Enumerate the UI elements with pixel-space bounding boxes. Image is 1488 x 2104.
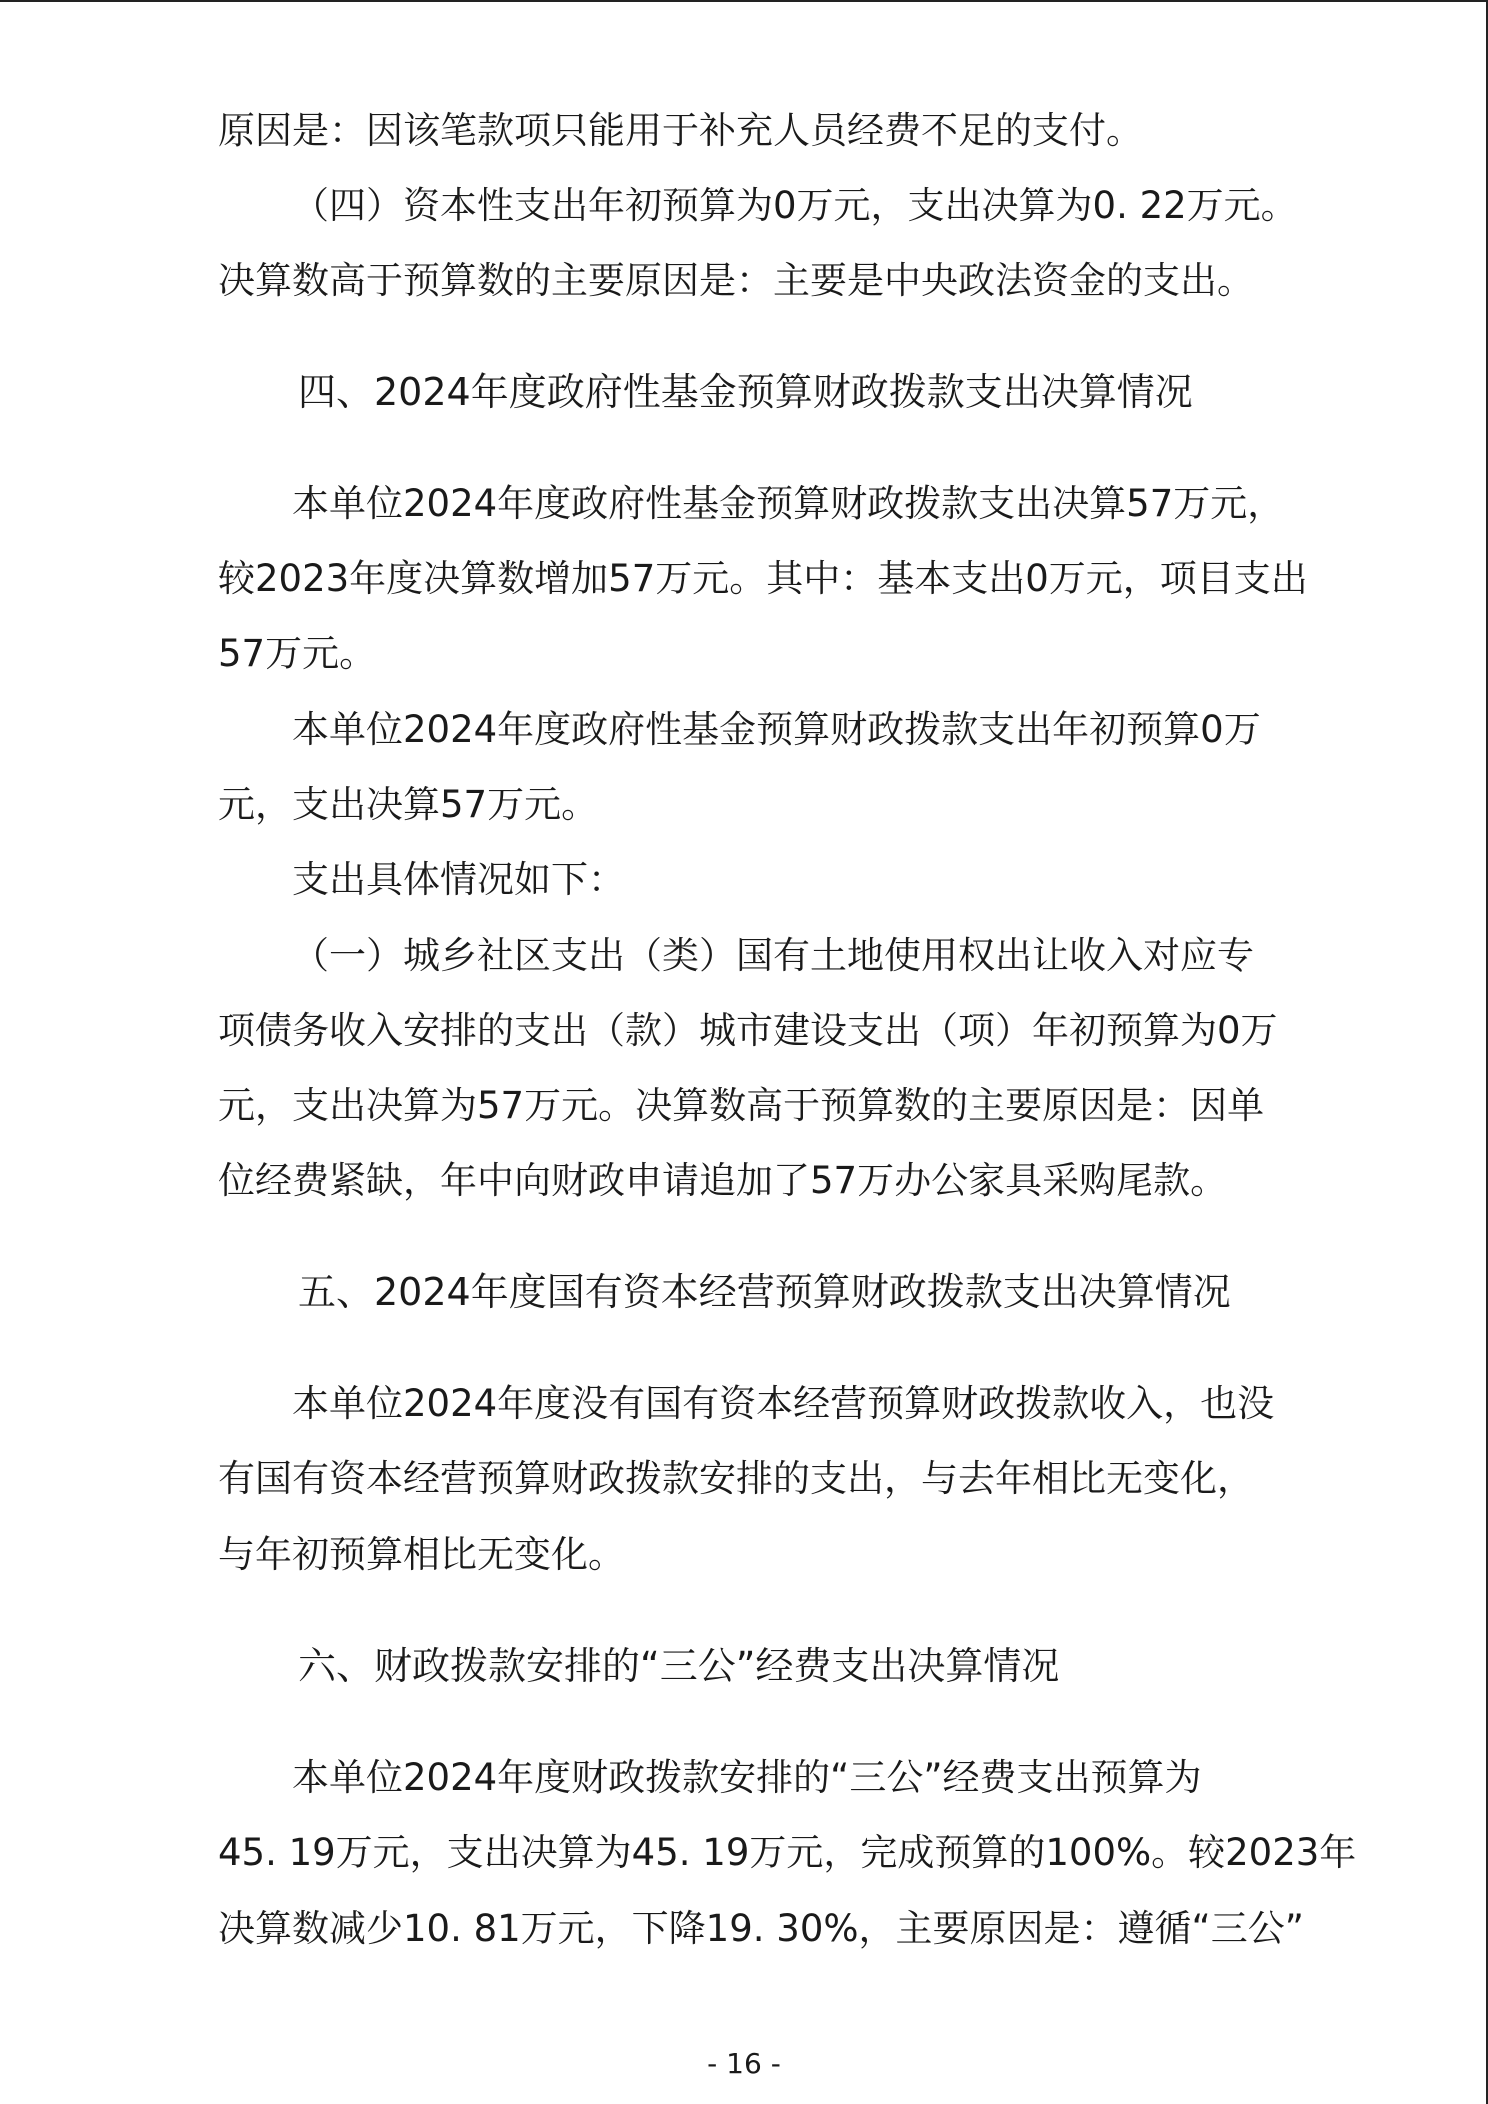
body-line: 本单位2024年度政府性基金预算财政拨款支出决算57万元， (292, 482, 1285, 525)
body-line: 元，支出决算为57万元。决算数高于预算数的主要原因是：因单 (218, 1084, 1265, 1127)
body-line: 本单位2024年度财政拨款安排的“三公”经费支出预算为 (292, 1756, 1202, 1799)
body-line: 决算数高于预算数的主要原因是：主要是中央政法资金的支出。 (218, 259, 1254, 302)
body-line: 57万元。 (218, 632, 377, 675)
body-line: 有国有资本经营预算财政拨款安排的支出，与去年相比无变化， (218, 1457, 1254, 1500)
body-line: （四）资本性支出年初预算为0万元，支出决算为0. 22万元。 (292, 184, 1298, 227)
body-line: 位经费紧缺，年中向财政申请追加了57万办公家具采购尾款。 (218, 1159, 1228, 1202)
body-line: 元，支出决算57万元。 (218, 783, 599, 826)
section-heading: 四、2024年度政府性基金预算财政拨款支出决算情况 (298, 370, 1193, 414)
body-line: 决算数减少10. 81万元，下降19. 30%，主要原因是：遵循“三公” (218, 1907, 1304, 1950)
body-line: （一）城乡社区支出（类）国有土地使用权出让收入对应专 (292, 934, 1254, 977)
body-line: 较2023年度决算数增加57万元。其中：基本支出0万元，项目支出 (218, 557, 1308, 600)
body-line: 项债务收入安排的支出（款）城市建设支出（项）年初预算为0万 (218, 1009, 1278, 1052)
body-line: 与年初预算相比无变化。 (218, 1533, 625, 1576)
body-line: 支出具体情况如下： (292, 858, 625, 901)
body-line: 45. 19万元，支出决算为45. 19万元，完成预算的100%。较2023年 (218, 1831, 1357, 1874)
section-heading: 六、财政拨款安排的“三公”经费支出决算情况 (298, 1644, 1060, 1688)
body-line: 原因是：因该笔款项只能用于补充人员经费不足的支付。 (218, 109, 1143, 152)
section-heading: 五、2024年度国有资本经营预算财政拨款支出决算情况 (298, 1270, 1231, 1314)
body-line: 本单位2024年度政府性基金预算财政拨款支出年初预算0万 (292, 708, 1261, 751)
page-number: - 16 - (707, 2047, 781, 2080)
body-line: 本单位2024年度没有国有资本经营预算财政拨款收入，也没 (292, 1382, 1275, 1425)
